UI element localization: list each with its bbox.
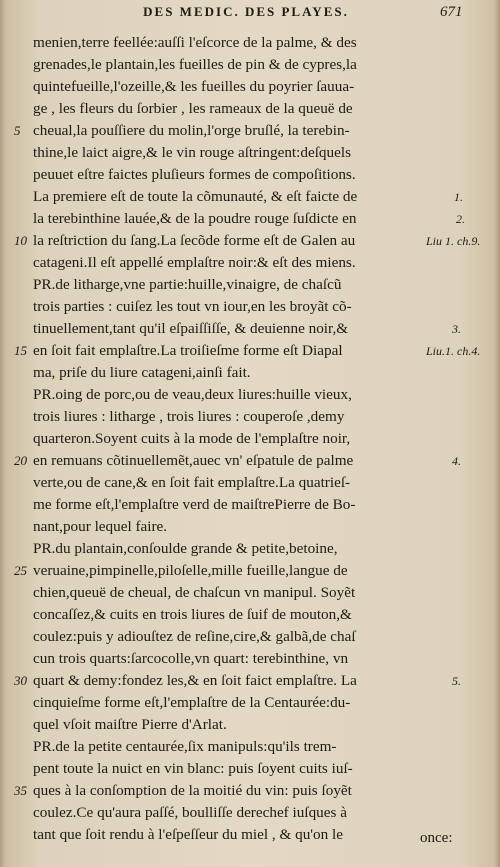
text-line: trois liures : litharge , trois liures : couperoſe ,demy: [33, 408, 345, 425]
line-number: 25: [14, 563, 27, 578]
text-line: cinquieſme forme eſt,l'emplaſtre de la Centaurée:du-: [33, 694, 351, 711]
text-line: PR.du plantain,conſoulde grande & petite,betoine,: [33, 540, 338, 557]
page-edge-shadow-left: [0, 0, 6, 867]
text-line: La premiere eſt de toute la cõmunauté, & eſt faicte de: [33, 188, 358, 205]
page-number: 671: [440, 4, 463, 20]
text-line: pent toute la nuict en vin blanc: puis ſoyent cuits iuſ-: [33, 760, 353, 777]
text-line: grenades,le plantain,les fueilles de pin & de cypres,la: [33, 56, 357, 73]
text-line: peuuet eſtre faictes pluſieurs formes de compoſitions.: [33, 166, 356, 183]
margin-note: 3.: [452, 322, 461, 336]
line-number: 15: [14, 343, 27, 358]
text-line: nant,pour lequel faire.: [33, 518, 168, 535]
text-line: menien,terre feellée:auſſi l'eſcorce de la palme, & des: [33, 34, 357, 51]
line-number: 20: [14, 453, 27, 468]
text-line: la terebinthine lauée,& de la poudre rouge ſuſdicte en: [33, 210, 357, 227]
margin-note: 2.: [456, 212, 465, 226]
text-line: ma, priſe du liure catageni,ainſi fait.: [33, 364, 251, 381]
text-line: quel vſoit maiſtre Pierre d'Arlat.: [33, 716, 227, 733]
margin-note: 1.: [454, 190, 463, 204]
text-line: me forme eſt,l'emplaſtre verd de maiſtrePierre de Bo-: [33, 496, 356, 513]
text-line: en ſoit fait emplaſtre.La troiſieſme forme eſt Diapal: [33, 342, 343, 359]
text-line: PR.oing de porc,ou de veau,deux liures:huille vieux,: [33, 386, 352, 403]
margin-note: 4.: [452, 454, 461, 468]
text-line: coulez.Ce qu'aura paſſé, boulliſſe derechef iuſques à: [33, 804, 347, 821]
text-line: cun trois quarts:ſarcocolle,vn quart: terebinthine, vn: [33, 650, 349, 667]
text-line: ge , les fleurs du ſorbier , les rameaux de la queuë de: [33, 100, 353, 117]
text-line: quarteron.Soyent cuits à la mode de l'emplaſtre noir,: [33, 430, 351, 447]
line-number: 30: [14, 673, 27, 688]
text-line: PR.de litharge,vne partie:huille,vinaigre, de chaſcũ: [33, 276, 342, 293]
line-number: 35: [14, 783, 27, 798]
text-line: chien,queuë de cheual, de chaſcun vn manipul. Soyẽt: [33, 584, 356, 601]
page-edge-shadow-right: [494, 0, 500, 867]
text-line: thine,le laict aigre,& le vin rouge aſtringent:deſquels: [33, 144, 351, 161]
line-number: 5: [14, 123, 21, 138]
text-line: ques à la conſomption de la moitié du vin: puis ſoyẽt: [33, 782, 352, 799]
text-line: tinuellement,tant qu'il eſpaiſſiſſe, & deuienne noir,&: [33, 320, 349, 337]
text-line: PR.de la petite centaurée,ſix manipuls:qu'ils trem-: [33, 738, 337, 755]
line-number: 10: [14, 233, 27, 248]
text-line: veruaine,pimpinelle,piloſelle,mille fueille,langue de: [33, 562, 348, 579]
text-line: concaſſez,& cuits en trois liures de ſuif de mouton,&: [33, 606, 352, 623]
text-line: catageni.Il eſt appellé emplaſtre noir:& eſt des miens.: [33, 254, 356, 271]
text-line: trois parties : cuiſez les tout vn iour,en les broyãt cõ-: [33, 298, 352, 315]
running-title: DES MEDIC. DES PLAYES.: [143, 4, 349, 19]
text-line: cheual,la pouſſiere du molin,l'orge bruſlé, la terebin-: [33, 122, 350, 139]
text-line: tant que ſoit rendu à l'eſpeſſeur du miel , & qu'on le: [33, 826, 343, 843]
text-line: la reſtriction du ſang.La ſecõde forme eſt de Galen au: [33, 232, 356, 249]
text-line: en remuans cõtinuellemẽt,auec vn' eſpatule de palme: [33, 452, 354, 469]
text-line: verte,ou de cane,& en ſoit fait emplaſtre.La quatrieſ-: [33, 474, 351, 491]
catchword: once:: [420, 830, 453, 846]
margin-note: Liu.1. ch.4.: [426, 344, 481, 358]
text-line: coulez:puis y adiouſtez de reſine,cire,& galbã,de chaſ: [33, 628, 356, 645]
margin-note: Liu 1. ch.9.: [426, 234, 481, 248]
text-line: quart & demy:fondez les,& en ſoit faict emplaſtre. La: [33, 672, 357, 689]
text-line: quintefueille,l'ozeille,& les fueilles du poyrier ſauua-: [33, 78, 355, 95]
margin-note: 5.: [452, 674, 461, 688]
